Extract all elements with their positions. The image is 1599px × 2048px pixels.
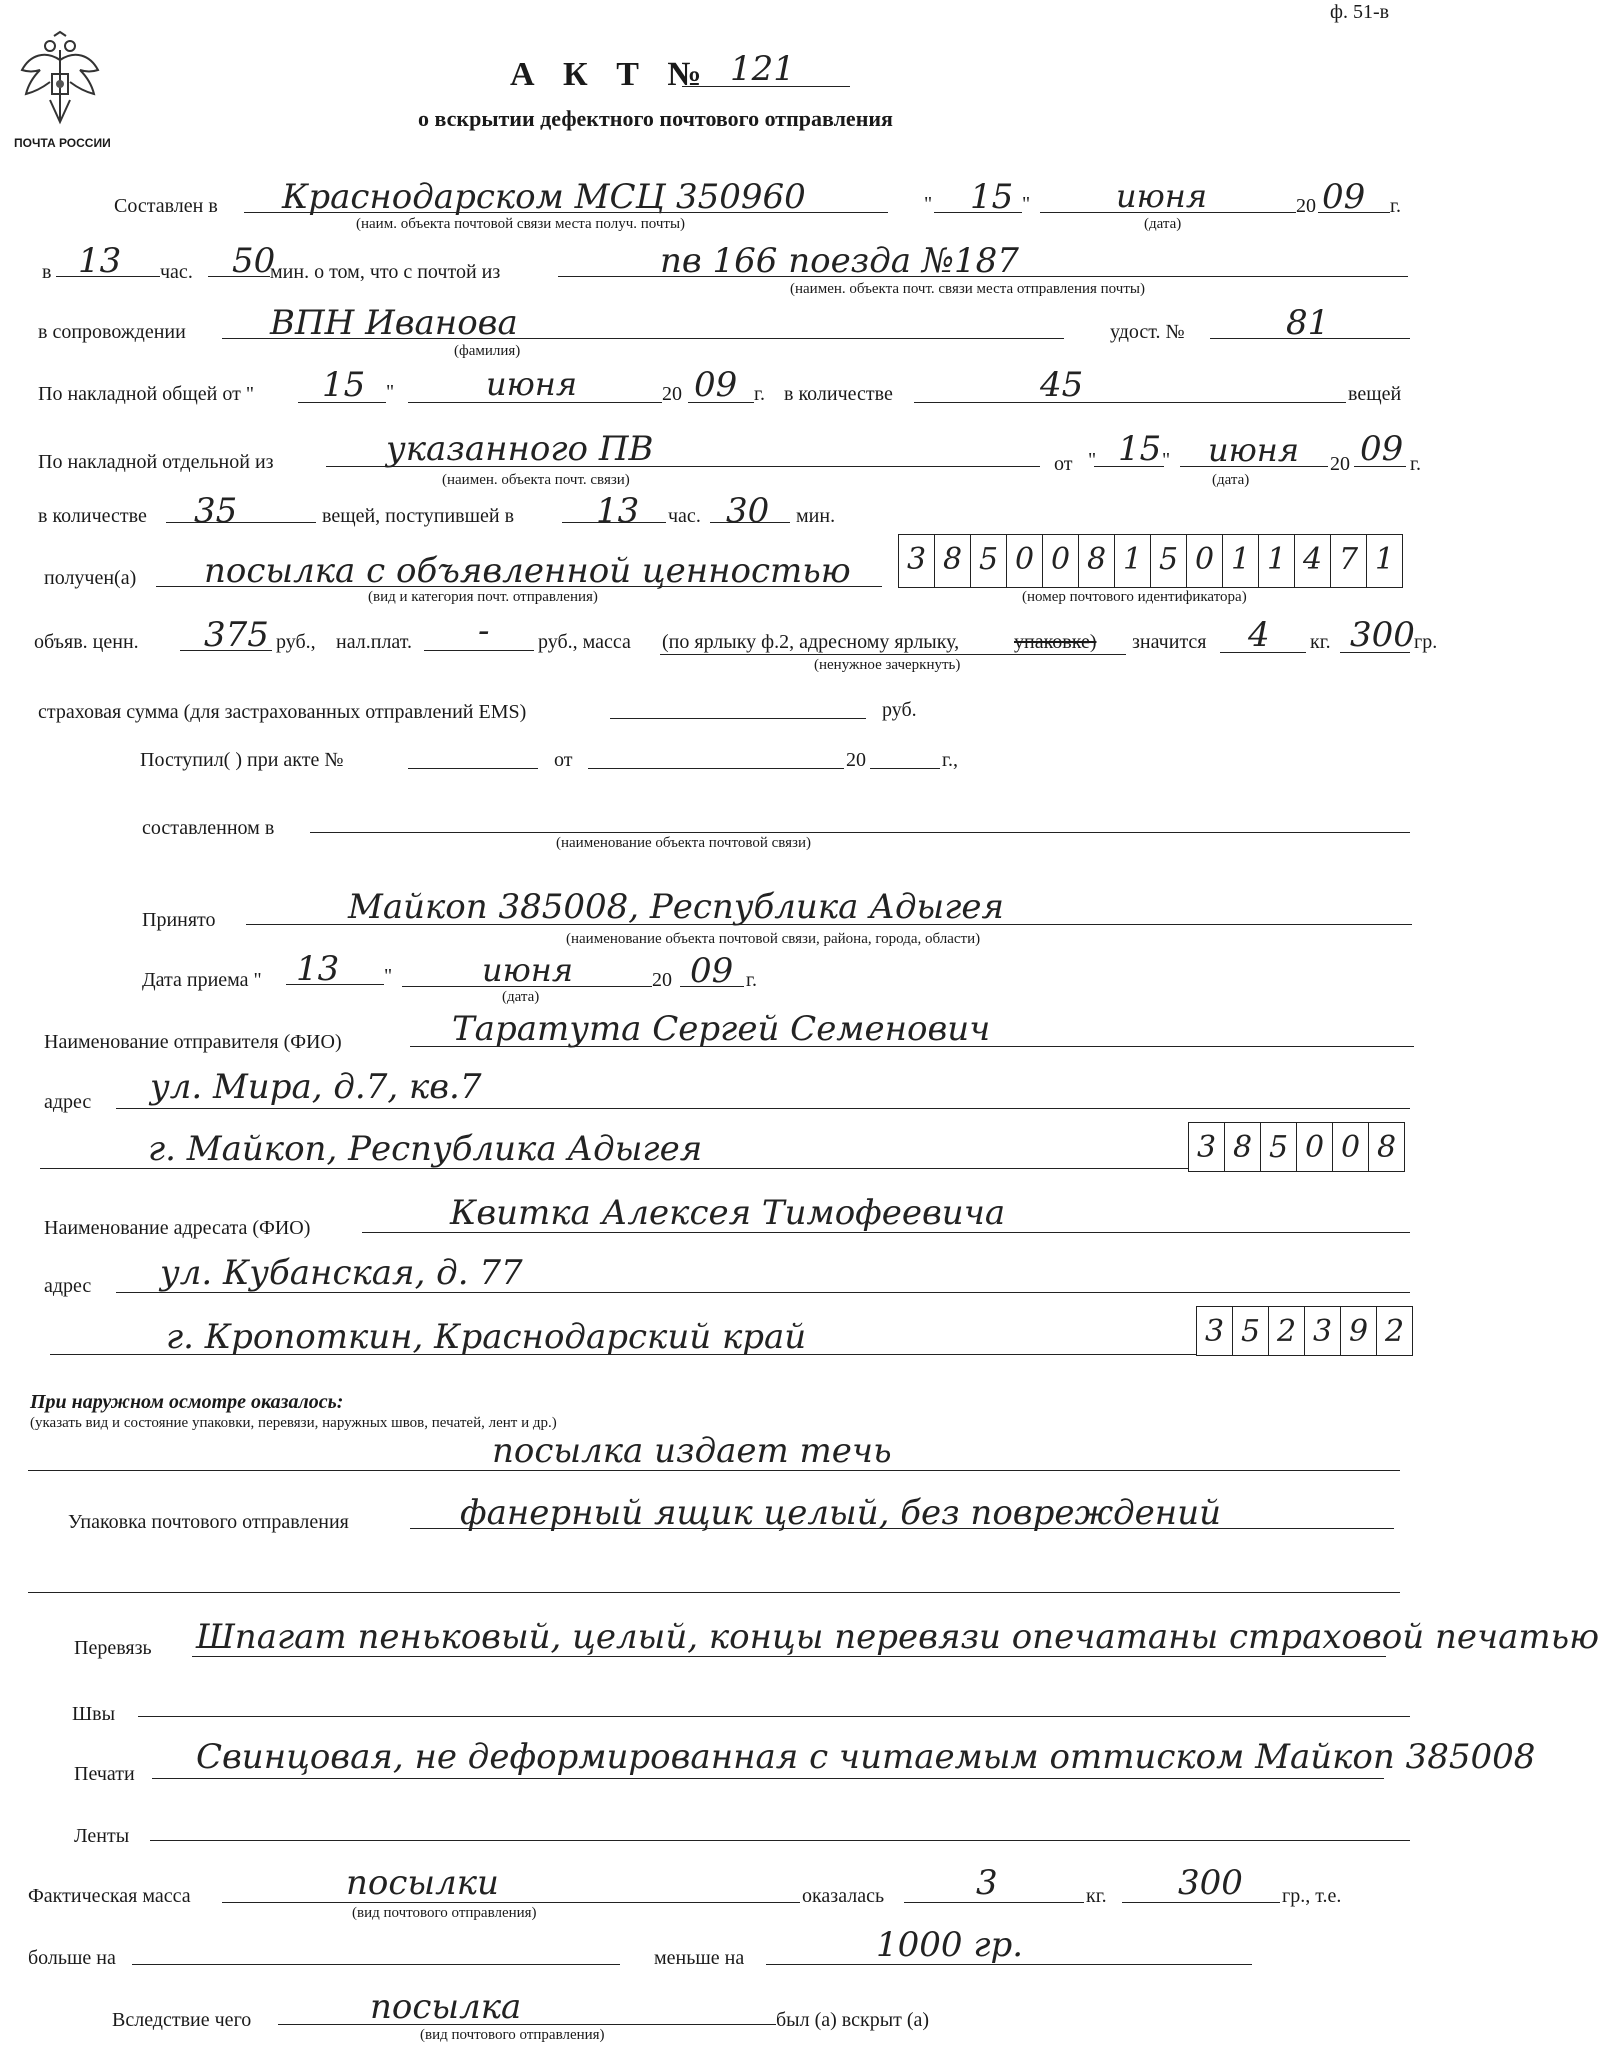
label: от	[554, 749, 573, 771]
label: значится	[1132, 631, 1207, 653]
less-by: 1000 гр.	[876, 1925, 1024, 1965]
label: Упаковка почтового отправления	[68, 1511, 349, 1533]
label: Перевязь	[74, 1637, 152, 1659]
label: в	[42, 261, 52, 283]
hint: (наименование объекта почтовой связи)	[556, 835, 811, 851]
label: гр., т.е.	[1282, 1885, 1342, 1907]
tracking-digit: 0	[1186, 535, 1222, 587]
sender-postcode-digit: 5	[1260, 1123, 1296, 1171]
sender-postcode-box	[1188, 1122, 1405, 1172]
accept-year: 09	[690, 951, 734, 991]
inspection-heading: При наружном осмотре оказалось:	[30, 1391, 344, 1413]
composed-year: 09	[1322, 177, 1366, 217]
sender-postcode-digit: 8	[1224, 1123, 1260, 1171]
label: адрес	[44, 1275, 92, 1297]
sender-postcode-digit: 0	[1296, 1123, 1332, 1171]
opened-label: был (а) вскрыт (а)	[776, 2009, 930, 2031]
accept-month: июня	[482, 951, 574, 989]
label: По накладной отдельной из	[38, 451, 274, 473]
label: кг.	[1086, 1885, 1107, 1907]
recipient-postcode-digit: 9	[1340, 1307, 1376, 1355]
composed-month: июня	[1116, 177, 1208, 215]
quantity-minutes: 30	[726, 491, 770, 531]
year-prefix: 20	[846, 749, 866, 771]
struck-label: упаковке)	[1014, 631, 1097, 653]
double-headed-eagle-icon	[10, 30, 110, 130]
cod-value: -	[478, 611, 490, 651]
logo-caption: ПОЧТА РОССИИ	[14, 136, 111, 150]
year-prefix: 20	[1330, 453, 1350, 475]
separate-invoice-year: 09	[1360, 429, 1404, 469]
quote: "	[386, 381, 395, 403]
label: Наименование адресата (ФИО)	[44, 1217, 311, 1239]
label: удост. №	[1110, 321, 1185, 343]
consequence-kind: посылка	[370, 1987, 522, 2027]
tracking-digit: 8	[934, 535, 970, 587]
time-hours: 13	[78, 241, 122, 281]
recipient-address-line2: г. Кропоткин, Краснодарский край	[166, 1317, 807, 1357]
hint: (вид и категория почт. отправления)	[368, 589, 598, 605]
actual-mass-kind: посылки	[346, 1863, 499, 1903]
sender-postcode-digit: 3	[1196, 1130, 1217, 1165]
label: вещей	[1348, 383, 1402, 405]
separate-invoice-day: 15	[1118, 429, 1162, 469]
label: Дата приема "	[142, 969, 262, 991]
label: Поступил( ) при акте №	[140, 749, 344, 771]
inspection-finding: посылка издает течь	[492, 1431, 892, 1471]
sender-address-line2: г. Майкоп, Республика Адыгея	[148, 1129, 703, 1169]
label: час.	[668, 505, 701, 527]
quote: "	[1162, 449, 1171, 471]
tracking-digit: 1	[1114, 535, 1150, 587]
recipient-postcode-digit: 5	[1232, 1307, 1268, 1355]
recipient-postcode-digit: 2	[1268, 1307, 1304, 1355]
general-invoice-year: 09	[694, 365, 738, 405]
actual-mass-kg: 3	[976, 1863, 998, 1903]
year-prefix: 20	[662, 383, 682, 405]
tracking-digit: 1	[1258, 535, 1294, 587]
quantity-qty: 35	[194, 491, 238, 531]
year-suffix: г.	[746, 969, 757, 991]
recipient-postcode-digit: 2	[1376, 1307, 1412, 1355]
label: нал.плат.	[336, 631, 413, 653]
quote: "	[924, 193, 933, 215]
recipient-postcode-digit: 3	[1304, 1307, 1340, 1355]
label: (по ярлыку ф.2, адресному ярлыку,	[662, 631, 960, 653]
label: Печати	[74, 1763, 135, 1785]
label: Принято	[142, 909, 216, 931]
composed-day: 15	[970, 177, 1014, 217]
year-prefix: 20	[1296, 195, 1316, 217]
hint: (наимен. объекта почт. связи)	[442, 472, 630, 488]
quote: "	[384, 965, 393, 987]
general-invoice-day: 15	[322, 365, 366, 405]
tracking-digit: 8	[1078, 535, 1114, 587]
escort-id: 81	[1286, 303, 1330, 343]
seals-state: Свинцовая, не деформированная с читаемым оттиском Майкоп 385008	[196, 1737, 1536, 1777]
label: адрес	[44, 1091, 92, 1113]
composed-place: Краснодарском МСЦ 350960	[282, 177, 806, 217]
label: оказалась	[802, 1885, 885, 1907]
tracking-digit: 1	[1222, 535, 1258, 587]
recipient-name: Квитка Алексея Тимофеевича	[450, 1193, 1006, 1233]
binding-state: Шпагат пеньковый, целый, концы перевязи опечатаны страховой печатью	[196, 1617, 1599, 1657]
hint: (ненужное зачеркнуть)	[814, 657, 961, 673]
label: в количестве	[784, 383, 893, 405]
act-number: 121	[730, 49, 795, 89]
recipient-address-line1: ул. Кубанская, д. 77	[160, 1253, 523, 1293]
recipient-postcode-digit: 3	[1204, 1314, 1225, 1349]
year-suffix: г.	[754, 383, 765, 405]
hint: (вид почтового отправления)	[420, 2027, 605, 2043]
hint: (наим. объекта почтовой связи места получ. почты)	[356, 216, 686, 232]
label: составленном в	[142, 817, 275, 839]
sender-address-line1: ул. Мира, д.7, кв.7	[150, 1067, 482, 1107]
sender-postcode-digit: 0	[1332, 1123, 1368, 1171]
separate-invoice-month: июня	[1208, 431, 1300, 469]
tracking-digit: 4	[1294, 535, 1330, 587]
label: гр.	[1414, 631, 1438, 653]
label: Ленты	[74, 1825, 130, 1847]
tracking-digit: 0	[1042, 535, 1078, 587]
logo	[10, 30, 110, 152]
hint: (наимен. объекта почт. связи места отправления почты)	[790, 281, 1145, 297]
listed-gr: 300	[1350, 615, 1415, 655]
label: получен(а)	[44, 567, 137, 589]
tracking-digit: 0	[1006, 535, 1042, 587]
label: мин. о том, что с почтой из	[270, 261, 501, 283]
hint: (дата)	[1212, 472, 1250, 488]
hint: (дата)	[1144, 216, 1182, 232]
label: По накладной общей от "	[38, 383, 254, 405]
label: руб., масса	[538, 631, 631, 653]
year-prefix: 20	[652, 969, 672, 991]
label: объяв. ценн.	[34, 631, 139, 653]
time-source: пв 166 поезда №187	[660, 241, 1019, 281]
accepted-place: Майкоп 385008, Республика Адыгея	[348, 887, 1005, 927]
year-suffix: г.	[1410, 453, 1421, 475]
time-minutes: 50	[232, 241, 276, 281]
quantity-hours: 13	[596, 491, 640, 531]
label: в сопровождении	[38, 321, 186, 343]
sender-name: Таратута Сергей Семенович	[452, 1009, 991, 1049]
tracking-number-box	[898, 534, 1403, 588]
sender-postcode-digit: 8	[1368, 1123, 1404, 1171]
label: Наименование отправителя (ФИО)	[44, 1031, 342, 1053]
packaging-state: фанерный ящик целый, без повреждений	[460, 1493, 1221, 1533]
quote: "	[1022, 193, 1031, 215]
label: от	[1054, 453, 1073, 475]
composed-label: Составлен в	[114, 195, 218, 217]
year-suffix: г.	[1390, 195, 1401, 217]
hint: (наименование объекта почтовой связи, района, города, области)	[566, 931, 981, 947]
label: мин.	[796, 505, 836, 527]
label: час.	[160, 261, 193, 283]
general-invoice-month: июня	[486, 365, 578, 403]
listed-kg: 4	[1248, 615, 1270, 655]
label: руб.	[882, 699, 917, 721]
hint: (указать вид и состояние упаковки, перевязи, наружных швов, печатей, лент и др.)	[30, 1415, 557, 1431]
declared-value: 375	[204, 615, 269, 655]
accept-day: 13	[296, 949, 340, 989]
label: кг.	[1310, 631, 1331, 653]
received-kind: посылка с объявленной ценностью	[204, 551, 851, 591]
label: Швы	[72, 1703, 116, 1725]
act-title-prefix: А К Т №	[510, 56, 712, 93]
label: больше на	[28, 1947, 116, 1969]
label: руб.,	[276, 631, 316, 653]
tracking-digit: 5	[970, 535, 1006, 587]
hint: (вид почтового отправления)	[352, 1905, 537, 1921]
quote: "	[1088, 449, 1097, 471]
tracking-digit: 5	[1150, 535, 1186, 587]
hint: (номер почтового идентификатора)	[1022, 589, 1247, 605]
label: страховая сумма (для застрахованных отправлений EMS)	[38, 701, 527, 723]
general-invoice-qty: 45	[1040, 365, 1084, 405]
label: в количестве	[38, 505, 147, 527]
label: вещей, поступившей в	[322, 505, 515, 527]
hint: (дата)	[502, 989, 540, 1005]
escort-name: ВПН Иванова	[270, 303, 518, 343]
recipient-postcode-box	[1196, 1306, 1413, 1356]
separate-invoice-source: указанного ПВ	[386, 429, 654, 469]
tracking-digit: 7	[1330, 535, 1366, 587]
actual-mass-gr: 300	[1178, 1863, 1243, 1903]
label: Фактическая масса	[28, 1885, 191, 1907]
form-code: ф. 51-в	[1330, 1, 1390, 23]
tracking-digit: 1	[1366, 535, 1402, 587]
label: меньше на	[654, 1947, 745, 1969]
year-suffix: г.,	[942, 749, 958, 771]
act-subtitle: о вскрытии дефектного почтового отправления	[418, 106, 893, 131]
label: Вследствие чего	[112, 2009, 252, 2031]
hint: (фамилия)	[454, 343, 521, 359]
tracking-digit: 3	[906, 542, 927, 577]
